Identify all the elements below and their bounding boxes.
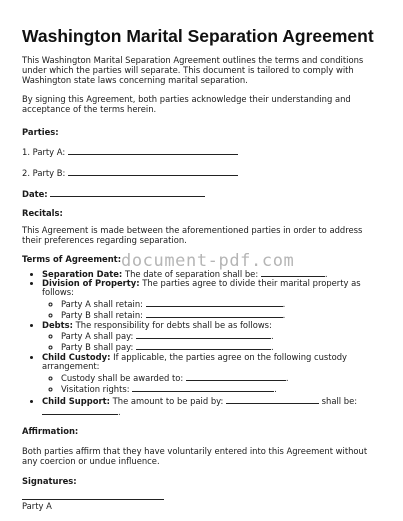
recitals-heading: Recitals: [22,207,63,218]
visitation-blank[interactable] [132,383,274,392]
child-support-amount-blank[interactable] [42,406,118,415]
sub-item: ◦ Visitation rights: . [61,383,384,394]
date-blank[interactable] [50,188,205,197]
affirmation-text: Both parties affirm that they have voluntarily entered into this Agreement without any coercion or undue influence. [22,445,368,466]
sub-item: ◦ Custody shall be awarded to: . [61,372,384,383]
date-row [22,188,384,199]
terms-list [22,268,384,418]
party-a-row [22,146,384,157]
party-a-pay-blank[interactable] [136,330,271,339]
sub-item: ◦ Party A shall retain: . [61,298,384,309]
party-b-row [22,167,384,178]
recitals-text: This Agreement is made between the aforementioned parties in order to address their preferences regarding separation. [22,225,363,246]
terms-heading: Terms of Agreement: [22,254,122,265]
child-support-payer-blank[interactable] [226,395,319,404]
parties-heading: Parties: [22,127,59,138]
custody-blank[interactable] [186,372,286,381]
document-title: Washington Marital Separation Agreement [22,26,374,46]
signatures-heading: Signatures: [22,475,77,486]
term-child-custody: • Child Custody: If applicable, the parties agree on the following custody arrangement: ◦ Custody shall be awarded to: . ◦ Visitation rights: . [42,353,384,395]
term-child-support: • Child Support: The amount to be paid by: shall be: . [42,395,384,418]
party-b-pay-blank[interactable] [136,341,271,350]
party-a-retain-blank[interactable] [146,298,283,307]
sub-item: ◦ Party A shall pay: . [61,330,384,341]
watermark: document-pdf.com [121,251,295,271]
intro-paragraph: This Washington Marital Separation Agreement outlines the terms and conditions under which the parties will separate. This document is tailored to comply with Washington state laws concerning marital separation. [22,55,364,86]
term-debts: • Debts: The responsibility for debts shall be as follows: ◦ Party A shall pay: . ◦ Party B shall pay: . [42,321,384,353]
party-a-signature-line[interactable] [22,499,164,500]
sub-item: ◦ Party B shall pay: . [61,341,384,352]
term-division-of-property: • Division of Property: The parties agree to divide their marital property as follows: ◦ Party A shall retain: . ◦ Party B shall retain: . [42,279,384,321]
affirmation-heading: Affirmation: [22,426,79,437]
acknowledgement-paragraph: By signing this Agreement, both parties acknowledge their understanding and acceptance of the terms herein. [22,93,351,114]
term-separation-date: • Separation Date: The date of separation shall be: . [42,268,384,279]
party-a-signature-label: Party A [22,501,52,512]
party-a-blank[interactable] [68,146,238,155]
party-b-label: 2. Party B: [22,168,66,179]
party-a-label: 1. Party A: [22,147,66,158]
date-label: Date: [22,188,48,199]
party-b-retain-blank[interactable] [146,309,283,318]
sub-item: ◦ Party B shall retain: . [61,309,384,320]
party-b-blank[interactable] [68,167,238,176]
